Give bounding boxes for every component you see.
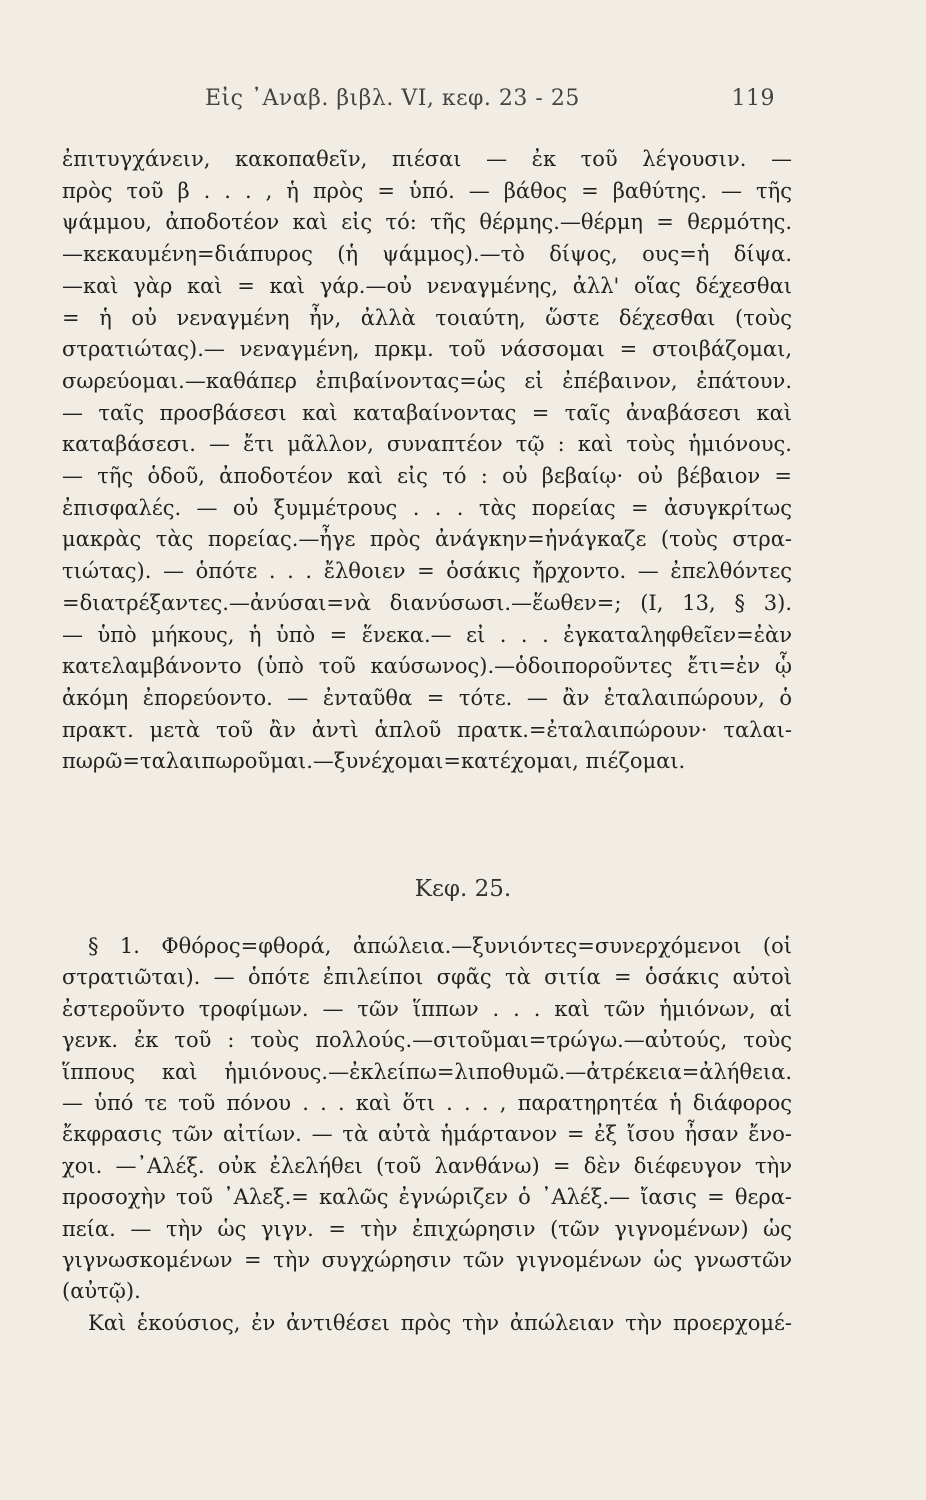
text-line: ἀκόμη ἐπορεύοντο. — ἐνταῦθα = τότε. — ἂν ἐταλαιπώρουν, ὁ [62, 685, 792, 710]
text-line: μακρὰς τὰς πορείας.—ἦγε πρὸς ἀνάγκην=ἠνάγκαζε (τοὺς στρα- [62, 527, 792, 552]
text-line: Καὶ ἑκούσιος, ἐν ἀντιθέσει πρὸς τὴν ἀπώλειαν τὴν προερχομέ- [88, 1310, 792, 1335]
text-line: ἐπισφαλές. — οὐ ξυμμέτρους . . . τὰς πορείας = ἀσυγκρίτως [62, 495, 792, 520]
text-line: — ὑπὸ μήκους, ἡ ὑπὸ = ἕνεκα.— εἰ . . . ἐγκαταληφθεῖεν=ἐὰν [62, 622, 792, 647]
text-line: ἵππους καὶ ἡμιόνους.—ἐκλείπω=λιποθυμῶ.—ἀτρέκεια=ἀλήθεια. [62, 1059, 792, 1084]
text-line: τιώτας). — ὁπότε . . . ἔλθοιεν = ὁσάκις ἤρχοντο. — ἐπελθόντες [62, 559, 792, 584]
text-line: καταβάσεσι. — ἔτι μᾶλλον, συναπτέον τῷ : καὶ τοὺς ἡμιόνους. [62, 432, 792, 457]
text-line: στρατιώτας).— νεναγμένη, πρκμ. τοῦ νάσσομαι = στοιβάζομαι, [62, 337, 792, 362]
text-line: κατελαμβάνοντο (ὑπὸ τοῦ καύσωνος).—ὁδοιποροῦντες ἔτι=ἐν ᾧ [62, 654, 792, 679]
text-line: πρακτ. μετὰ τοῦ ἂν ἀντὶ ἁπλοῦ πρατκ.=ἐταλαιπώρουν· ταλαι- [62, 717, 792, 742]
text-line: ἐστεροῦντο τροφίμων. — τῶν ἵππων . . . καὶ τῶν ἡμιόνων, αἱ [62, 996, 792, 1021]
running-title: Εἰς ᾽Αναβ. βιβλ. VI, κεφ. 23 - 25 [205, 86, 580, 111]
text-line: γιγνωσκομένων = τὴν συγχώρησιν τῶν γιγνομένων ὡς γνωστῶν [62, 1248, 792, 1273]
text-line: πωρῶ=ταλαιπωροῦμαι.—ξυνέχομαι=κατέχομαι, πιέζομαι. [62, 749, 686, 774]
text-line: = ἡ οὐ νεναγμένη ἦν, ἀλλὰ τοιαύτη, ὥστε δέχεσθαι (τοὺς [62, 305, 792, 330]
section-heading: Κεφ. 25. [414, 876, 512, 902]
commentary-block-ch24 [62, 144, 792, 778]
text-line: ἐπιτυγχάνειν, κακοπαθεῖν, πιέσαι — ἐκ τοῦ λέγουσιν. — [62, 147, 792, 171]
text-line: πεία. — τὴν ὡς γιγν. = τὴν ἐπιχώρησιν (τῶν γιγνομένων) ὡς [62, 1216, 792, 1241]
commentary-block-ch25 [62, 931, 792, 1339]
text-line: § 1. Φθόρος=φθορά, ἀπώλεια.—ξυνιόντες=συνερχόμενοι (οἱ [88, 934, 792, 958]
page-number: 119 [731, 86, 775, 111]
text-line: προσοχὴν τοῦ ᾽Αλεξ.= καλῶς ἐγνώριζεν ὁ ᾽Αλέξ.— ἴασις = θερα- [62, 1185, 792, 1210]
text-line: σωρεύομαι.—καθάπερ ἐπιβαίνοντας=ὡς εἰ ἐπέβαινον, ἐπάτουν. [62, 368, 792, 393]
text-line: — ταῖς προσβάσεσι καὶ καταβαίνοντας = ταῖς ἀναβάσεσι καὶ [62, 400, 792, 425]
text-line: —κεκαυμένη=διάπυρος (ἡ ψάμμος).—τὸ δίψος, ους=ἡ δίψα. [62, 242, 792, 267]
text-line: —καὶ γὰρ καὶ = καὶ γάρ.—οὐ νεναγμένης, ἀλλ' οἵας δέχεσθαι [62, 273, 792, 298]
page-header [205, 86, 775, 111]
text-line: — ὑπό τε τοῦ πόνου . . . καὶ ὅτι . . . , παρατηρητέα ἡ διάφορος [62, 1091, 792, 1116]
text-line: γενκ. ἐκ τοῦ : τοὺς πολλούς.—σιτοῦμαι=τρώγω.—αὐτούς, τοὺς [62, 1028, 792, 1053]
text-line: στρατιῶται). — ὁπότε ἐπιλείποι σφᾶς τὰ σιτία = ὁσάκις αὐτοὶ [62, 965, 792, 990]
text-line: — τῆς ὁδοῦ, ἀποδοτέον καὶ εἰς τό : οὐ βεβαίῳ· οὐ βέβαιον = [62, 464, 792, 489]
text-line: πρὸς τοῦ β . . . , ἡ πρὸς = ὑπό. — βάθος = βαθύτης. — τῆς [62, 178, 792, 203]
text-line: =διατρέξαντες.—ἀνύσαι=νὰ διανύσωσι.—ἕωθεν=; (I, 13, § 3). [62, 590, 792, 615]
text-line: (αὐτῷ). [62, 1279, 141, 1304]
text-line: ψάμμου, ἀποδοτέον καὶ εἰς τό: τῆς θέρμης.—θέρμη = θερμότης. [62, 210, 792, 235]
text-line: χοι. —᾽Αλέξ. οὐκ ἐλελήθει (τοῦ λανθάνω) = δὲν διέφευγον τὴν [62, 1153, 792, 1178]
text-line: ἔκφρασις τῶν αἰτίων. — τὰ αὐτὰ ἡμάρτανον = ἐξ ἴσου ἦσαν ἔνο- [62, 1122, 792, 1147]
